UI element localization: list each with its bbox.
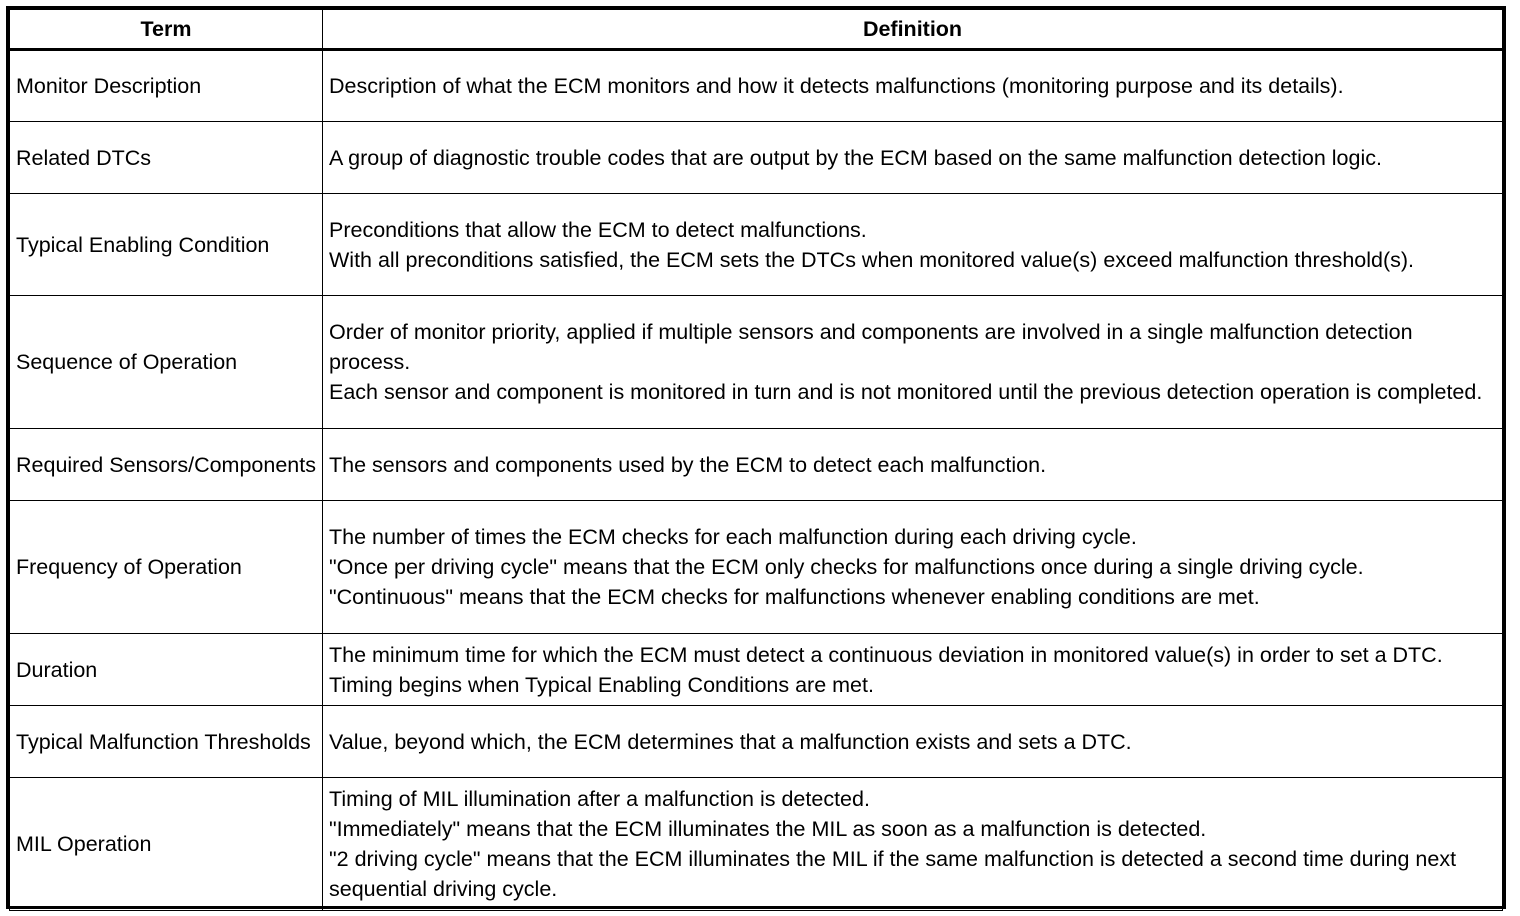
definition-line: Order of monitor priority, applied if multiple sensors and components are involved in a single malfunction detection process.: [329, 320, 1413, 374]
definition-cell: [323, 194, 1503, 296]
term-cell: Sequence of Operation: [10, 296, 323, 429]
term-cell: Typical Malfunction Thresholds: [10, 706, 323, 778]
definition-cell: [323, 634, 1503, 706]
definition-line: Timing of MIL illumination after a malfunction is detected.: [329, 787, 870, 811]
definition-line: Value, beyond which, the ECM determines that a malfunction exists and sets a DTC.: [329, 729, 1132, 754]
definition-cell: [323, 50, 1503, 122]
terms-table-container: [6, 6, 1506, 909]
definition-cell: [323, 706, 1503, 778]
definition-cell: [323, 429, 1503, 501]
term-cell: MIL Operation: [10, 778, 323, 911]
definition-line: The sensors and components used by the ECM to detect each malfunction.: [329, 452, 1047, 477]
definition-line: "Continuous" means that the ECM checks for malfunctions whenever enabling conditions are met.: [329, 585, 1260, 609]
table-row: [10, 429, 1503, 501]
term-cell: Frequency of Operation: [10, 501, 323, 634]
definition-cell: [323, 778, 1503, 911]
definition-line: A group of diagnostic trouble codes that are output by the ECM based on the same malfunction detection logic.: [329, 145, 1382, 170]
definition-line: The number of times the ECM checks for each malfunction during each driving cycle.: [329, 525, 1137, 549]
table-row: [10, 122, 1503, 194]
definition-line: With all preconditions satisfied, the ECM sets the DTCs when monitored value(s) exceed malfunction threshold(s).: [329, 247, 1415, 272]
term-cell: Monitor Description: [10, 50, 323, 122]
definition-column-header: Definition: [323, 10, 1503, 50]
table-row: [10, 706, 1503, 778]
table-row: [10, 194, 1503, 296]
definition-cell: [323, 501, 1503, 634]
term-cell: Duration: [10, 634, 323, 706]
term-cell: Related DTCs: [10, 122, 323, 194]
definition-line: "Immediately" means that the ECM illuminates the MIL as soon as a malfunction is detected.: [329, 817, 1207, 841]
table-row: [10, 634, 1503, 706]
terms-definition-table: [9, 9, 1503, 911]
table-row: [10, 50, 1503, 122]
table-header-row: [10, 10, 1503, 50]
definition-line: Preconditions that allow the ECM to detect malfunctions.: [329, 217, 867, 242]
definition-line: "2 driving cycle" means that the ECM illuminates the MIL if the same malfunction is detected a second time during next sequential driving cycle.: [329, 847, 1457, 901]
table-row: [10, 296, 1503, 429]
definition-line: Each sensor and component is monitored in turn and is not monitored until the previous detection operation is completed.: [329, 380, 1483, 404]
definition-line: The minimum time for which the ECM must detect a continuous deviation in monitored value(s) in order to set a DTC. Timing begins when Typical Enabling Conditions are met.: [329, 642, 1443, 697]
table-row: [10, 778, 1503, 911]
definition-line: "Once per driving cycle" means that the ECM only checks for malfunctions once during a single driving cycle.: [329, 555, 1364, 579]
definition-cell: [323, 122, 1503, 194]
definition-line: Description of what the ECM monitors and how it detects malfunctions (monitoring purpose and its details).: [329, 74, 1344, 98]
term-column-header: Term: [10, 10, 323, 50]
definition-cell: [323, 296, 1503, 429]
table-row: [10, 501, 1503, 634]
term-cell: Typical Enabling Condition: [10, 194, 323, 296]
term-cell: Required Sensors/Components: [10, 429, 323, 501]
